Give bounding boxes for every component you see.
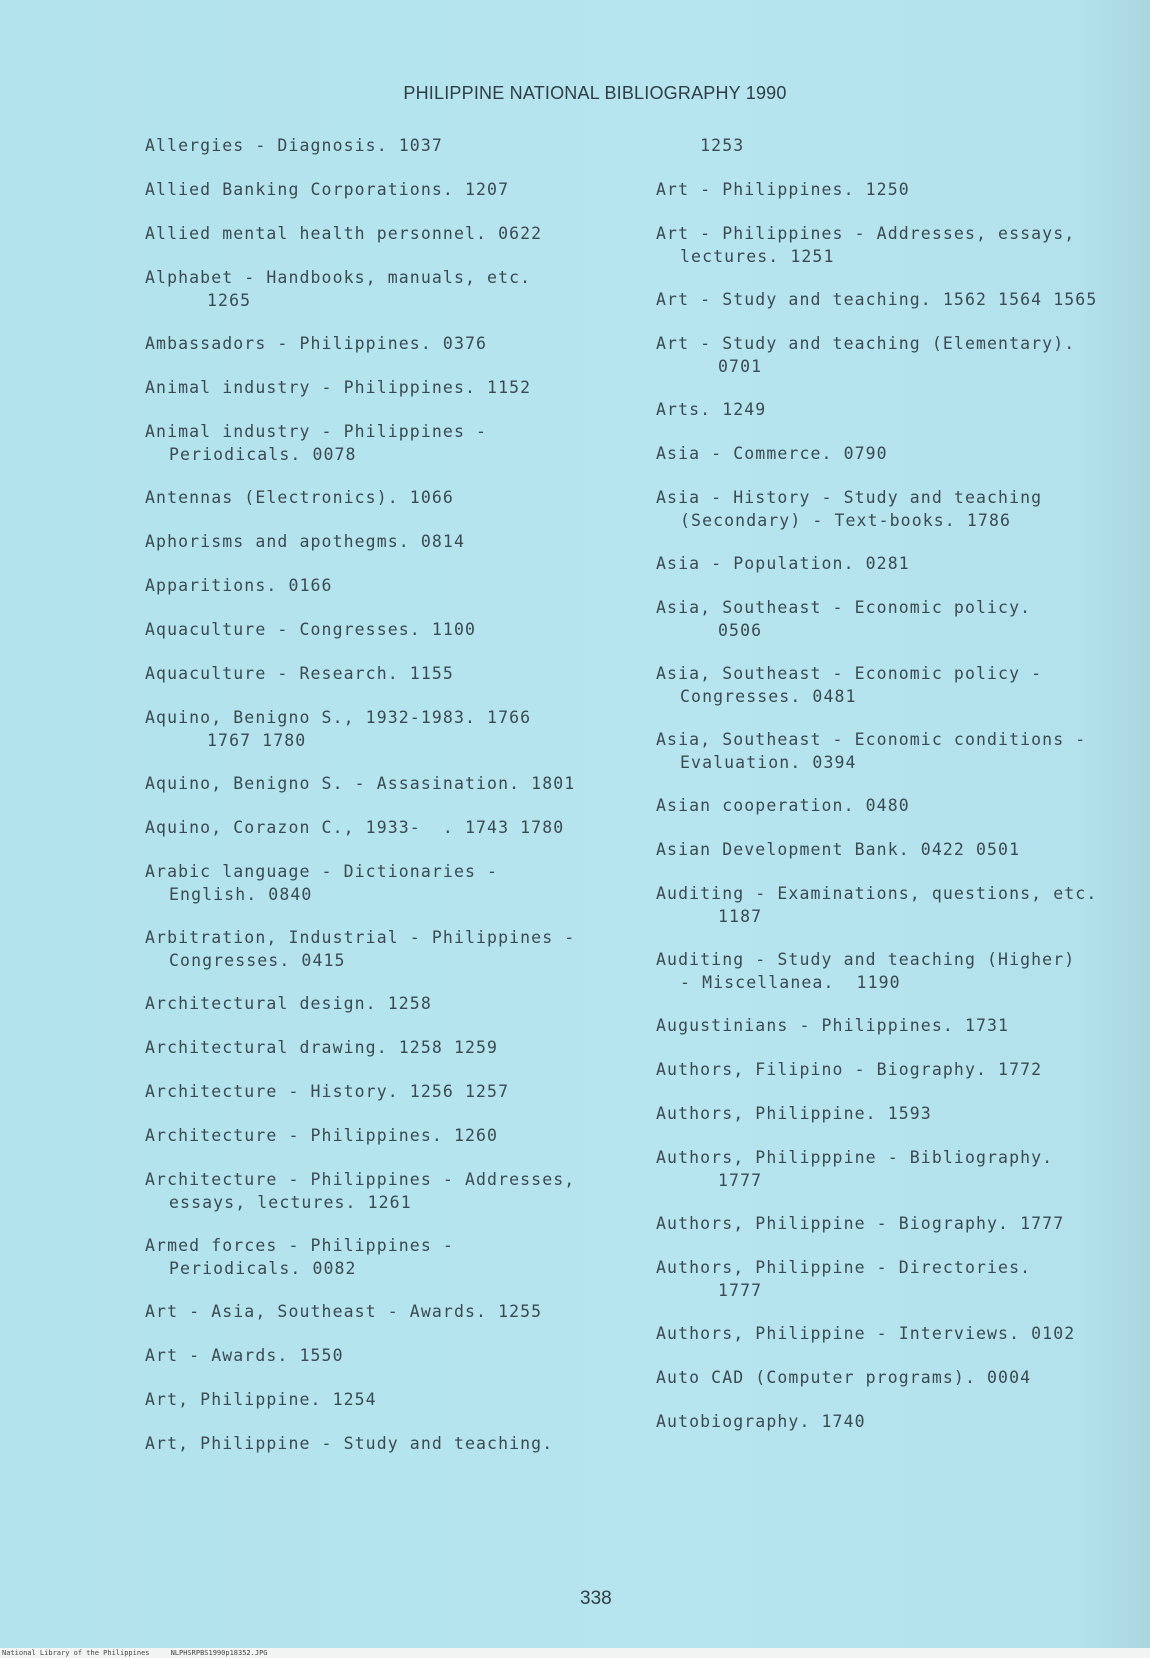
entry-heading: Animal industry - Philippines - (145, 422, 488, 441)
index-entry (656, 1410, 866, 1433)
entry-continuation: - Miscellanea. 1190 (680, 973, 901, 992)
entry-heading: Asia - Population. 0281 (656, 554, 910, 573)
entry-heading: Authors, Philippine - Biography. 1777 (656, 1214, 1065, 1233)
index-entry (145, 486, 454, 509)
index-entry (145, 992, 432, 1015)
entry-heading: Antennas (Electronics). 1066 (145, 488, 454, 507)
entry-heading: Aphorisms and apothegms. 0814 (145, 532, 465, 551)
index-entry (656, 222, 1075, 268)
entry-heading: Art - Study and teaching (Elementary). (656, 334, 1076, 353)
entry-continuation: Periodicals. 0078 (169, 445, 357, 464)
entry-continuation: Congresses. 0415 (169, 951, 346, 970)
entry-continuation: 1265 (207, 291, 252, 310)
entry-heading: Arts. 1249 (656, 400, 767, 419)
entry-heading: Asia, Southeast - Economic conditions - (656, 730, 1087, 749)
index-entry (656, 1256, 1031, 1302)
index-entry (656, 1102, 932, 1125)
index-entry (145, 376, 531, 399)
index-entry (656, 728, 1086, 774)
index-entry (145, 926, 575, 972)
index-entry (145, 706, 531, 752)
index-entry (145, 1080, 509, 1103)
entry-heading: Aquino, Benigno S., 1932-1983. 1766 (145, 708, 532, 727)
entry-heading: Allergies - Diagnosis. 1037 (145, 136, 443, 155)
index-entry (656, 288, 1097, 311)
entry-heading: 1253 (656, 136, 745, 155)
entry-heading: Apparitions. 0166 (145, 576, 333, 595)
entry-continuation: essays, lectures. 1261 (169, 1193, 412, 1212)
index-entry (656, 882, 1097, 928)
index-entry (145, 420, 487, 466)
entry-heading: Authors, Philippine - Directories. (656, 1258, 1032, 1277)
entry-continuation: 1767 1780 (207, 731, 307, 750)
entry-heading: Arabic language - Dictionaries - (145, 862, 499, 881)
index-entry (145, 772, 575, 795)
entry-heading: Authors, Philippine. 1593 (656, 1104, 932, 1123)
entry-heading: Art - Philippines - Addresses, essays, (656, 224, 1076, 243)
index-entry (656, 662, 1042, 708)
entry-heading: Architectural drawing. 1258 1259 (145, 1038, 499, 1057)
index-entry (656, 332, 1075, 378)
index-entry (145, 1300, 542, 1323)
index-entry (145, 816, 564, 839)
index-entry (656, 1146, 1053, 1192)
entry-heading: Auditing - Examinations, questions, etc. (656, 884, 1098, 903)
entry-heading: Augustinians - Philippines. 1731 (656, 1016, 1010, 1035)
entry-heading: Asian Development Bank. 0422 0501 (656, 840, 1021, 859)
entry-heading: Alphabet - Handbooks, manuals, etc. (145, 268, 532, 287)
entry-heading: Art - Study and teaching. 1562 1564 1565 (656, 290, 1098, 309)
page-title: PHILIPPINE NATIONAL BIBLIOGRAPHY 1990 (403, 83, 787, 103)
entry-heading: Architecture - Philippines - Addresses, (145, 1170, 576, 1189)
index-entry (145, 1432, 553, 1455)
entry-heading: Authors, Philipppine - Bibliography. (656, 1148, 1054, 1167)
index-entry (656, 1212, 1064, 1235)
entry-heading: Asia, Southeast - Economic policy - (656, 664, 1043, 683)
index-entry (145, 222, 542, 245)
entry-continuation: 0701 (718, 357, 763, 376)
entry-heading: Auto CAD (Computer programs). 0004 (656, 1368, 1032, 1387)
index-entry (145, 178, 509, 201)
entry-continuation: Congresses. 0481 (680, 687, 857, 706)
entry-heading: Art - Asia, Southeast - Awards. 1255 (145, 1302, 543, 1321)
index-entry (145, 530, 465, 553)
entry-heading: Aquaculture - Congresses. 1100 (145, 620, 477, 639)
index-entry (145, 1344, 344, 1367)
entry-continuation: 1777 (718, 1171, 763, 1190)
index-entry (656, 398, 766, 421)
index-entry (656, 794, 910, 817)
entry-heading: Art - Awards. 1550 (145, 1346, 344, 1365)
entry-continuation: (Secondary) - Text-books. 1786 (680, 511, 1012, 530)
entry-heading: Arbitration, Industrial - Philippines - (145, 928, 576, 947)
index-entry (145, 1388, 377, 1411)
index-entry (656, 1366, 1031, 1389)
entry-heading: Art, Philippine. 1254 (145, 1390, 377, 1409)
index-entry (145, 266, 531, 312)
entry-heading: Ambassadors - Philippines. 0376 (145, 334, 488, 353)
index-entry (145, 618, 476, 641)
entry-heading: Architecture - History. 1256 1257 (145, 1082, 510, 1101)
entry-heading: Auditing - Study and teaching (Higher) (656, 950, 1076, 969)
index-entry (656, 838, 1020, 861)
page-number: 338 (580, 1588, 612, 1609)
entry-heading: Architectural design. 1258 (145, 994, 432, 1013)
entry-heading: Asia - Commerce. 0790 (656, 444, 888, 463)
entry-continuation: Evaluation. 0394 (680, 753, 857, 772)
entry-heading: Aquino, Benigno S. - Assasination. 1801 (145, 774, 576, 793)
index-entry (145, 662, 454, 685)
entry-heading: Allied Banking Corporations. 1207 (145, 180, 510, 199)
entry-continuation: Periodicals. 0082 (169, 1259, 357, 1278)
index-entry (656, 596, 1031, 642)
index-entry (145, 1036, 498, 1059)
index-entry (656, 178, 910, 201)
scan-footer: National Library of the Philippines NLPHSRPBS1990p18352.JPG (0, 1648, 1150, 1658)
index-entry (145, 332, 487, 355)
index-entry (656, 948, 1075, 994)
index-entry (145, 574, 333, 597)
entry-heading: Aquaculture - Research. 1155 (145, 664, 454, 683)
index-entry (145, 1234, 454, 1280)
entry-heading: Art - Philippines. 1250 (656, 180, 910, 199)
index-entry (656, 1322, 1075, 1345)
entry-heading: Animal industry - Philippines. 1152 (145, 378, 532, 397)
entry-continuation: lectures. 1251 (680, 247, 835, 266)
index-entry (145, 1124, 498, 1147)
index-entry (656, 1058, 1042, 1081)
entry-heading: Asia, Southeast - Economic policy. (656, 598, 1032, 617)
entry-heading: Autobiography. 1740 (656, 1412, 866, 1431)
entry-continuation: 1187 (718, 907, 763, 926)
entry-continuation: 0506 (718, 621, 763, 640)
index-entry (145, 1168, 575, 1214)
index-entry (145, 860, 498, 906)
entry-heading: Armed forces - Philippines - (145, 1236, 454, 1255)
entry-heading: Aquino, Corazon C., 1933- . 1743 1780 (145, 818, 565, 837)
entry-continuation: English. 0840 (169, 885, 313, 904)
entry-heading: Authors, Filipino - Biography. 1772 (656, 1060, 1043, 1079)
entry-continuation: 1777 (718, 1281, 763, 1300)
index-entry (656, 486, 1042, 532)
index-entry (656, 442, 888, 465)
entry-heading: Allied mental health personnel. 0622 (145, 224, 543, 243)
entry-heading: Authors, Philippine - Interviews. 0102 (656, 1324, 1076, 1343)
index-entry (656, 552, 910, 575)
entry-heading: Asian cooperation. 0480 (656, 796, 910, 815)
index-entry (656, 134, 744, 157)
index-entry (656, 1014, 1009, 1037)
index-entry (145, 134, 443, 157)
entry-heading: Architecture - Philippines. 1260 (145, 1126, 499, 1145)
entry-heading: Asia - History - Study and teaching (656, 488, 1043, 507)
entry-heading: Art, Philippine - Study and teaching. (145, 1434, 554, 1453)
